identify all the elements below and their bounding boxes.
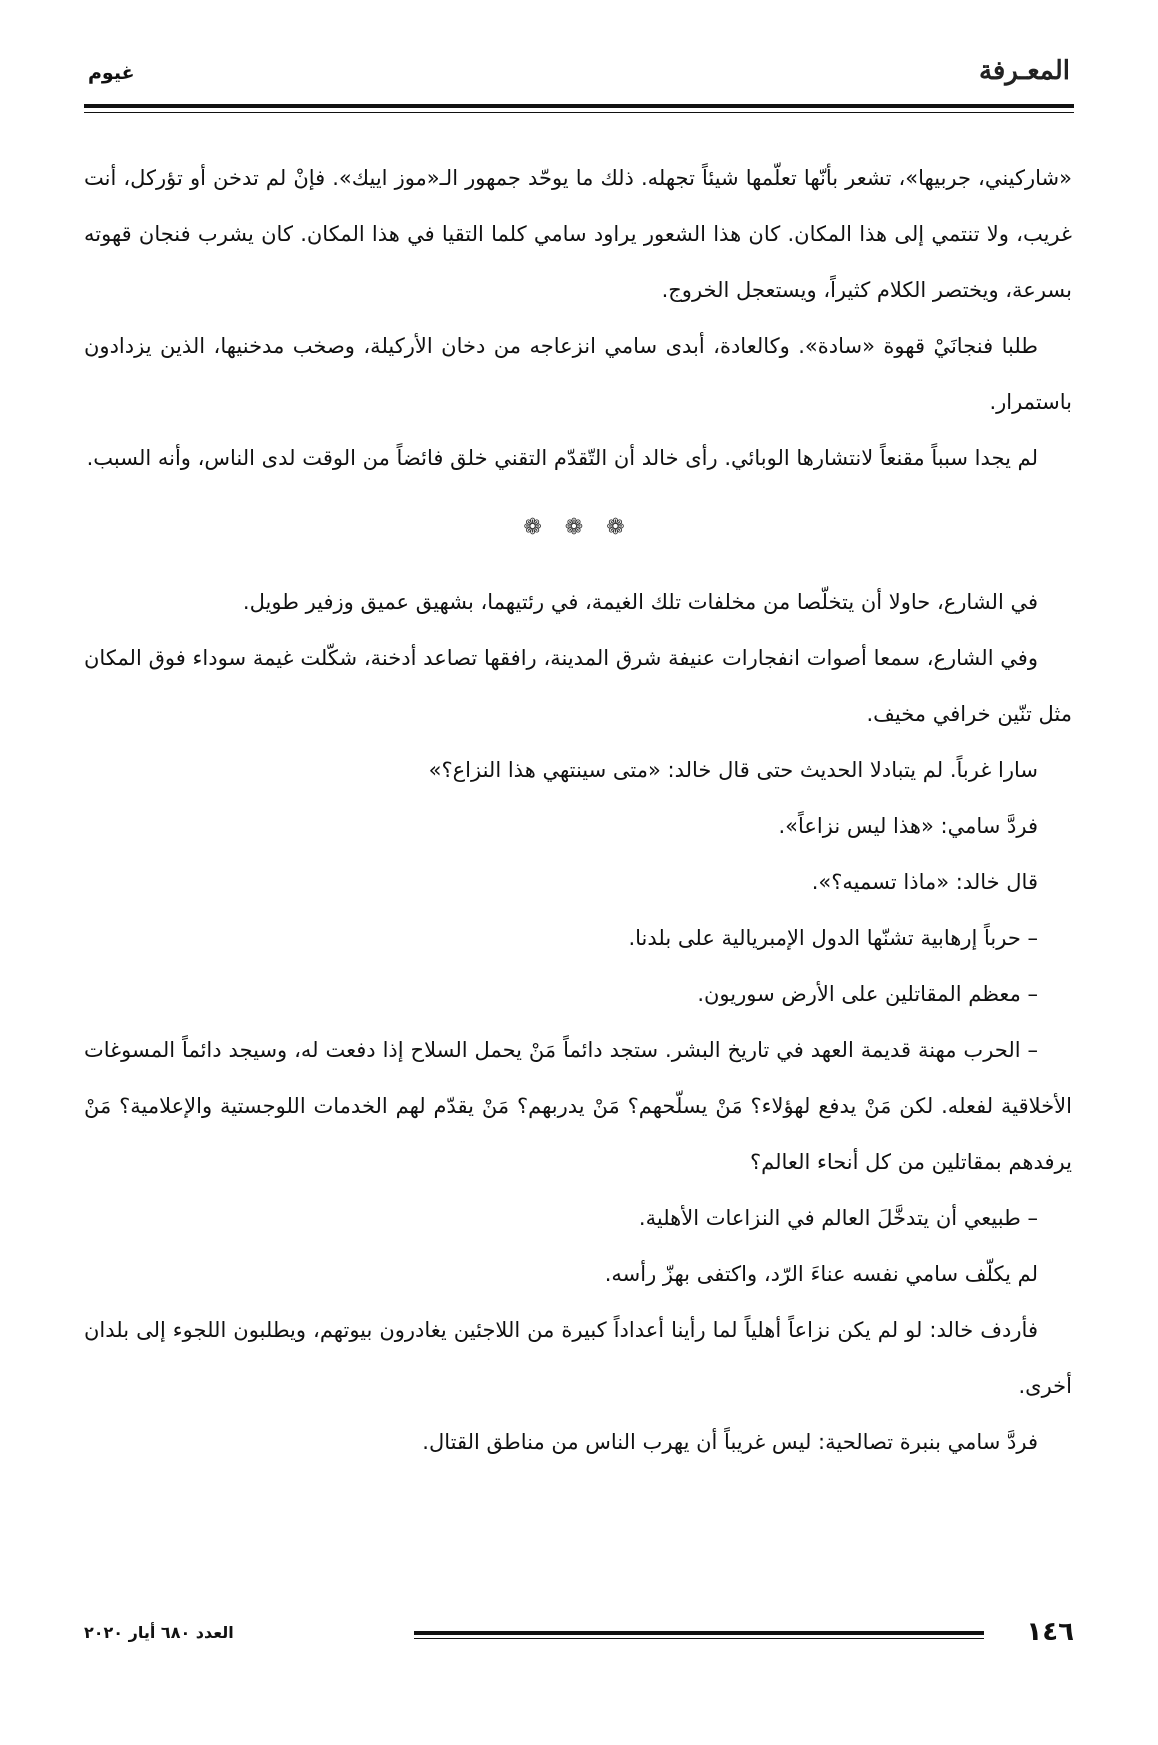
magazine-logo: المعـرفة: [978, 56, 1070, 86]
page-number: ١٤٦: [1026, 1617, 1074, 1647]
paragraph: لم يجدا سبباً مقنعاً لانتشارها الوبائي. رأى خالد أن التّقدّم التقني خلق فائضاً من الوقت لدى الناس، وأنه السبب.: [86, 446, 1038, 470]
paragraph: – طبيعي أن يتدخَّلَ العالم في النزاعات الأهلية.: [638, 1206, 1038, 1230]
paragraph: فأردف خالد: لو لم يكن نزاعاً أهلياً لما رأينا أعداداً كبيرة من اللاجئين يغادرون بيوتهم، ويطلبون اللجوء إلى بلدان أخرى.: [84, 1318, 1072, 1398]
paragraph: فردَّ سامي: «هذا ليس نزاعاً».: [778, 814, 1038, 838]
header-rule-thin: [84, 112, 1074, 113]
paragraph: قال خالد: «ماذا تسميه؟».: [811, 870, 1038, 894]
paragraph: لم يكلّف سامي نفسه عناءَ الرّد، واكتفى بهزّ رأسه.: [604, 1262, 1038, 1286]
text-block-top: [84, 150, 1072, 486]
paragraph: «شاركيني، جربيها»، تشعر بأنّها تعلّمها شيئاً تجهله. ذلك ما يوحّد جمهور الـ«موز اييك». فإنْ لم تدخن أو تؤركل، أنت غريب، ولا تنتمي إلى هذا المكان. كان هذا الشعور يراود سامي كلما التقيا في هذا المكان. كان يشرب فنجان قهوته بسرعة، ويختصر الكلام كثيراً، ويستعجل الخروج.: [84, 166, 1072, 302]
paragraph: – حرباً إرهابية تشنّها الدول الإمبريالية على بلدنا.: [628, 926, 1038, 950]
page-header: [88, 56, 1070, 96]
article-body: [84, 150, 1072, 1470]
paragraph: سارا غرباً. لم يتبادلا الحديث حتى قال خالد: «متى سينتهي هذا النزاع؟»: [428, 758, 1038, 782]
issue-info: العدد ٦٨٠ أيار ٢٠٢٠: [84, 1623, 234, 1642]
footer-rule: [414, 1631, 984, 1639]
paragraph: – معظم المقاتلين على الأرض سوريون.: [697, 982, 1038, 1006]
page-footer: [84, 1617, 1074, 1657]
paragraph: – الحرب مهنة قديمة العهد في تاريخ البشر. ستجد دائماً مَنْ يحمل السلاح إذا دفعت له، وسيجد دائماً المسوغات الأخلاقية لفعله. لكن مَنْ يدفع لهؤلاء؟ مَنْ يسلّحهم؟ مَنْ يدربهم؟ مَنْ يقدّم لهم الخدمات اللوجستية والإعلامية؟ مَنْ يرفدهم بمقاتلين من كل أنحاء العالم؟: [84, 1038, 1072, 1174]
paragraph: فردَّ سامي بنبرة تصالحية: ليس غريباً أن يهرب الناس من مناطق القتال.: [422, 1430, 1038, 1454]
section-title: غيوم: [88, 62, 135, 84]
text-block-bottom: [84, 574, 1072, 1470]
section-divider: ❁ ❁ ❁: [523, 515, 633, 540]
header-rule-thick: [84, 104, 1074, 108]
paragraph: طلبا فنجانَيْ قهوة «سادة». وكالعادة، أبدى سامي انزعاجه من دخان الأركيلة، وصخب مدخنيها، الذين يزدادون باستمرار.: [84, 334, 1072, 414]
paragraph: وفي الشارع، سمعا أصوات انفجارات عنيفة شرق المدينة، رافقها تصاعد أدخنة، شكّلت غيمة سوداء فوق المكان مثل تنّين خرافي مخيف.: [84, 646, 1072, 726]
paragraph: في الشارع، حاولا أن يتخلّصا من مخلفات تلك الغيمة، في رئتيهما، بشهيق عميق وزفير طويل.: [242, 590, 1038, 614]
